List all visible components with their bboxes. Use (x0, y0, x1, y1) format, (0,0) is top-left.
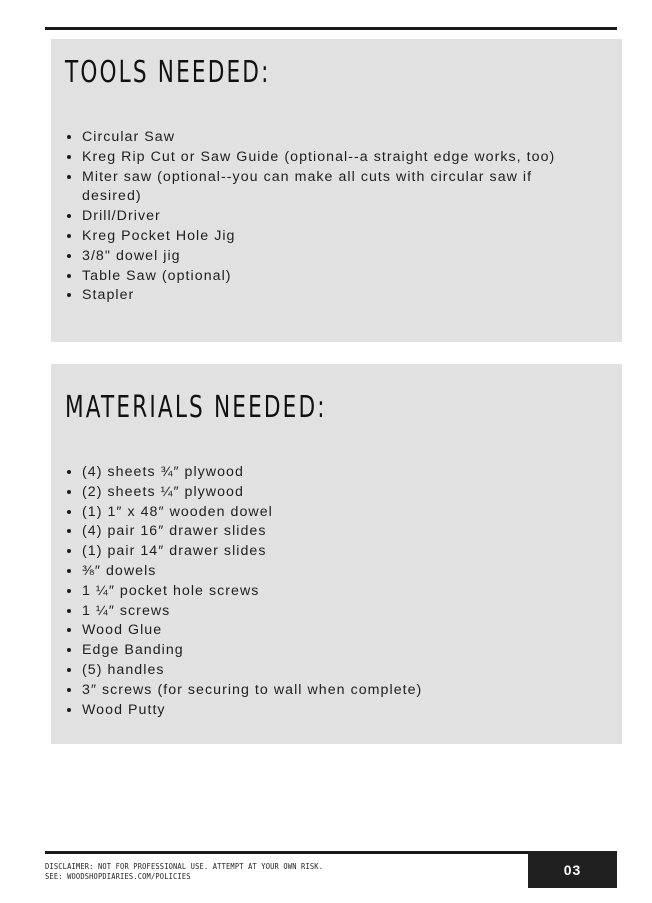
list-item: • Drill/Driver (82, 207, 592, 227)
page-number: 03 (563, 861, 582, 878)
list-item: • Circular Saw (82, 128, 592, 148)
list-item: • Miter saw (optional--you can make all cuts with circular saw if desired) (82, 168, 592, 208)
list-item: • Kreg Pocket Hole Jig (82, 227, 592, 247)
list-item: • (2) sheets ¼″ plywood (82, 483, 592, 503)
materials-heading: MATERIALS NEEDED: (65, 390, 327, 425)
materials-needed-panel (51, 364, 622, 744)
list-item: • Wood Glue (82, 621, 592, 641)
list-item: • Table Saw (optional) (82, 267, 592, 287)
list-item: • Edge Banding (82, 641, 592, 661)
policies-link-text: SEE: WOODSHOPDIARIES.COM/POLICIES (45, 872, 191, 881)
list-item: • (1) pair 14″ drawer slides (82, 542, 592, 562)
list-item: • 1 ¼″ screws (82, 602, 592, 622)
top-divider (45, 27, 617, 30)
tools-needed-panel (51, 39, 622, 342)
list-item: • (1) 1″ x 48″ wooden dowel (82, 503, 592, 523)
list-item: • Wood Putty (82, 701, 592, 721)
list-item: • 3″ screws (for securing to wall when complete) (82, 681, 592, 701)
list-item: • ⅜″ dowels (82, 562, 592, 582)
list-item: • 3/8" dowel jig (82, 247, 592, 267)
tools-heading: TOOLS NEEDED: (65, 55, 271, 90)
list-item: • (5) handles (82, 661, 592, 681)
list-item: • (4) sheets ¾″ plywood (82, 463, 592, 483)
disclaimer-line: DISCLAIMER: NOT FOR PROFESSIONAL USE. ATTEMPT AT YOUR OWN RISK. (45, 862, 324, 871)
disclaimer (45, 862, 323, 882)
list-item: • 1 ¼″ pocket hole screws (82, 582, 592, 602)
tools-list (65, 128, 592, 306)
list-item: • (4) pair 16″ drawer slides (82, 522, 592, 542)
list-item: • Stapler (82, 286, 592, 306)
materials-list (65, 463, 592, 720)
page-number-badge (528, 851, 617, 888)
list-item: • Kreg Rip Cut or Saw Guide (optional--a straight edge works, too) (82, 148, 592, 168)
